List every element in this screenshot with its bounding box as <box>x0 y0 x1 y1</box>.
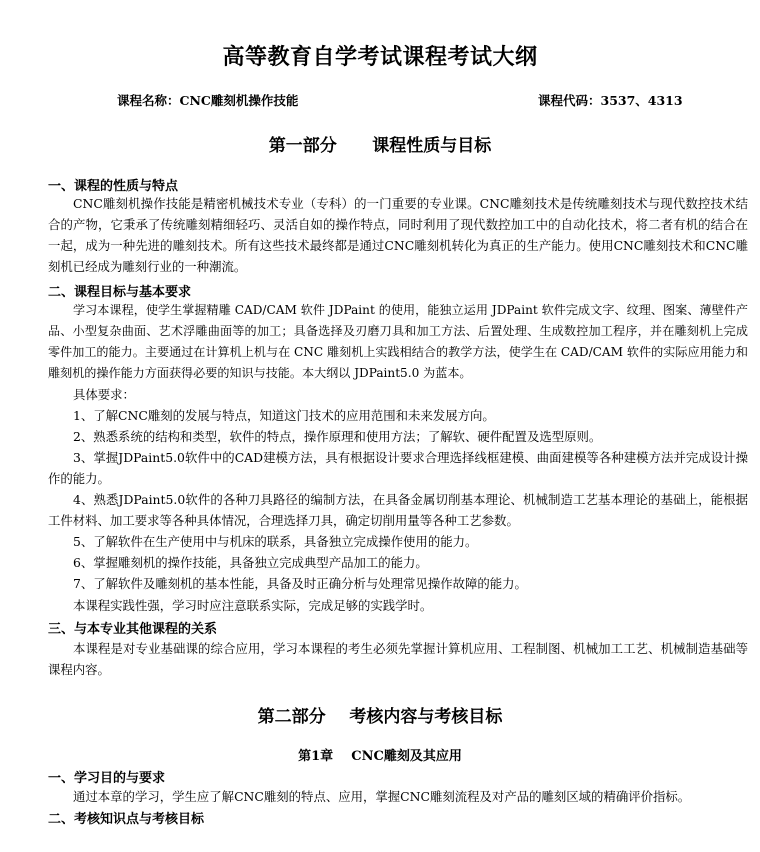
paragraph-objectives-intro: 学习本课程，使学生掌握精雕 CAD/CAM 软件 JDPaint 的使用，能独立运用 JDPaint 软件完成文字、纹理、图案、薄壁件产品、小型复杂曲面、艺术浮雕曲面等的加工；具备选择及刃磨刀具和加工方法、后置处理、生成数控加工程序，并在雕刻机上完成零件加工的能力。主要通过在计算机上机与在 CNC 雕刻机上实践相结合的教学方法，使学生在 CAD/CAM 软件的实际应用能力和雕刻机的操作能力方面获得必要的知识与技能。本大纲以 JDPaint5.0 为蓝本。 <box>48 303 748 380</box>
document-title: 高等教育自学考试课程考试大纲 <box>222 44 538 70</box>
requirement-item-6: 6、掌握雕刻机的操作技能，具备独立完成典型产品加工的能力。 <box>73 555 428 570</box>
chapter-title: 第1章 CNC雕刻及其应用 <box>298 749 462 764</box>
requirement-item-5: 5、了解软件在生产使用中与机床的联系，具备独立完成操作使用的能力。 <box>73 534 478 549</box>
requirement-item-3: 3、掌握JDPaint5.0软件中的CAD建模方法，具有根据设计要求合理选择线框建模、曲面建模等各种建模方法并完成设计操作的能力。 <box>48 450 748 486</box>
part1-title: 第一部分 课程性质与目标 <box>268 136 492 156</box>
section-heading-learning-goals: 一、学习目的与要求 <box>48 771 166 786</box>
section-heading-nature: 一、课程的性质与特点 <box>48 179 179 194</box>
requirement-item-7: 7、了解软件及雕刻机的基本性能，具备及时正确分析与处理常见操作故障的能力。 <box>73 576 527 591</box>
course-name: 课程名称：CNC雕刻机操作技能 <box>117 93 299 108</box>
section-heading-relations: 三、与本专业其他课程的关系 <box>48 622 218 637</box>
paragraph-nature: CNC雕刻机操作技能是精密机械技术专业（专科）的一门重要的专业课。CNC雕刻技术是传统雕刻技术与现代数控技术结合的产物，它秉承了传统雕刻精细轻巧、灵活自如的操作特点，同时利用了现代数控加工中的自动化技术，将二者有机的结合在一起，成为一种先进的雕刻技术。所有这些技术最终都是通过CNC雕刻机转化为真正的生产能力。使用CNC雕刻技术和CNC雕刻机已经成为雕刻行业的一种潮流。 <box>48 196 748 274</box>
course-code: 课程代码：3537、4313 <box>538 93 683 108</box>
paragraph-learning-goals: 通过本章的学习，学生应了解CNC雕刻的特点、应用，掌握CNC雕刻流程及对产品的雕刻区域的精确评价指标。 <box>73 789 691 804</box>
requirements-label: 具体要求： <box>73 387 135 402</box>
part2-title: 第二部分 考核内容与考核目标 <box>257 707 503 727</box>
requirement-item-4: 4、熟悉JDPaint5.0软件的各种刀具路径的编制方法，在具备金属切削基本理论、机械制造工艺基本理论的基础上，能根据工件材料、加工要求等各种具体情况，合理选择刀具，确定切削用量等各种工艺参数。 <box>48 492 748 528</box>
section-heading-assessment-points: 二、考核知识点与考核目标 <box>48 812 205 827</box>
requirement-item-1: 1、了解CNC雕刻的发展与特点，知道这门技术的应用范围和未来发展方向。 <box>73 408 495 423</box>
paragraph-relations: 本课程是对专业基础课的综合应用，学习本课程的考生必须先掌握计算机应用、工程制图、机械加工工艺、机械制造基础等课程内容。 <box>48 641 748 677</box>
requirements-closing: 本课程实践性强，学习时应注意联系实际，完成足够的实践学时。 <box>73 598 433 613</box>
section-heading-objectives: 二、课程目标与基本要求 <box>48 285 192 300</box>
requirement-item-2: 2、熟悉系统的结构和类型，软件的特点，操作原理和使用方法；了解软、硬件配置及选型原则。 <box>73 429 602 444</box>
